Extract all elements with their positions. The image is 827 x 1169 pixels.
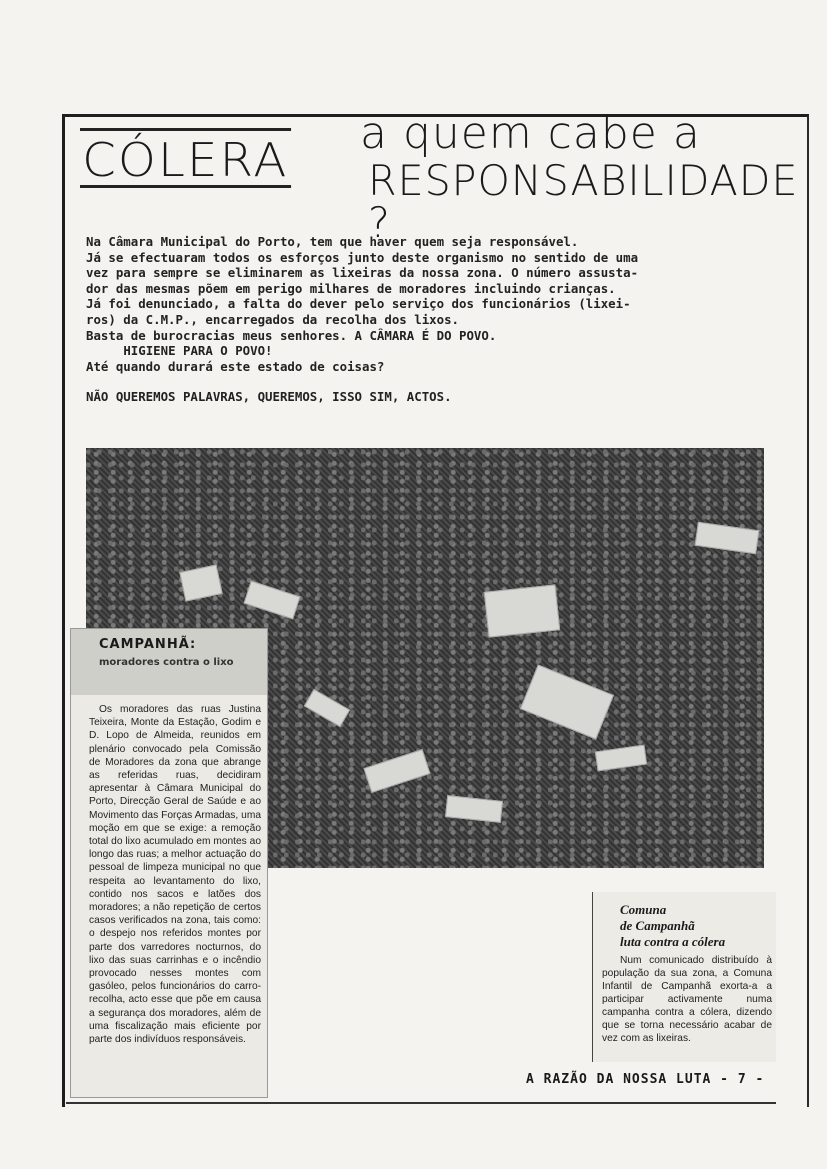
intro-line: vez para sempre se eliminarem as lixeiras da nossa zona. O número assusta- — [86, 265, 639, 281]
footer-text: A RAZÃO DA NOSSA LUTA - 7 - — [526, 1072, 765, 1087]
side-note-title-line: luta contra a cólera — [620, 934, 726, 949]
side-note-title-line: Comuna — [620, 902, 667, 917]
intro-closing: NÃO QUEREMOS PALAVRAS, QUEREMOS, ISSO SIM, ACTOS. — [86, 389, 452, 405]
side-note-title — [620, 902, 780, 950]
side-note-title-line: de Campanhã — [620, 918, 695, 933]
clipping-title: CAMPANHÃ: — [99, 637, 197, 652]
intro-line: Na Câmara Municipal do Porto, tem que haver quem seja responsável. — [86, 234, 579, 249]
intro-line: ros) da C.M.P., encarregados da recolha dos lixos. — [86, 311, 459, 327]
clipping-subtitle: moradores contra o lixo — [99, 657, 234, 668]
intro-line: Basta de burocracias meus senhores. A CÂMARA É DO POVO. — [86, 327, 497, 343]
footer-rule — [66, 1102, 776, 1104]
side-note — [592, 892, 776, 1062]
side-note-divider — [592, 892, 593, 1062]
intro-line: Já foi denunciado, a falta do dever pelo serviço dos funcionários (lixei- — [86, 296, 631, 312]
intro-line: Já se efectuaram todos os esforços junto deste organismo no sentido de uma — [86, 249, 639, 265]
headline-responsabilidade: RESPONSABILIDADE ? — [368, 156, 799, 247]
headline-question: a quem cabe a — [360, 108, 701, 159]
intro-text — [86, 234, 766, 405]
side-note-body: Num comunicado distribuído à população da sua zona, a Comuna Infantil de Campanhã exorta-a a participar activamente numa campanha contra a cólera, dizendo que se torna necessário acabar de vez com as lixeiras. — [602, 955, 772, 1044]
news-clipping — [70, 628, 268, 1098]
headline-colera: CÓLERA — [80, 128, 291, 188]
intro-line: Até quando durará este estado de coisas? — [86, 358, 385, 374]
intro-line: HIGIENE PARA O POVO! — [86, 343, 273, 359]
clipping-body: Os moradores das ruas Justina Teixeira, Monte da Estação, Godim e D. Lopo de Almeida, reunidos em plenário convocado pela Comissão de Moradores da zona que abrange as referidas ruas, decidiram apresentar à Câmara Municipal do Porto, Direcção Geral de Saúde e ao Movimento das Forças Armadas, uma moção em que se exige: a remoção total do lixo acumulado em montes ao longo das ruas; a melhor actuação do pessoal de limpeza municipal no que respeita ao levantamento do lixo, contido nos sacos e latões dos moradores; a não repetição de certos casos verificados na zona, tais como: o despejo nos referidos montes por parte dos varredores nocturnos, do lixo das suas carrinhas e o incêndio provocado nesses montes com gasóleo, pelos funcionários do carro-recolha, acto esse que põe em causa a segurança dos moradores, além de uma fiscalização mais eficiente por parte dos indivíduos responsáveis. — [89, 704, 261, 1046]
intro-line: dor das mesmas põem em perigo milhares de moradores incluindo crianças. — [86, 280, 616, 296]
